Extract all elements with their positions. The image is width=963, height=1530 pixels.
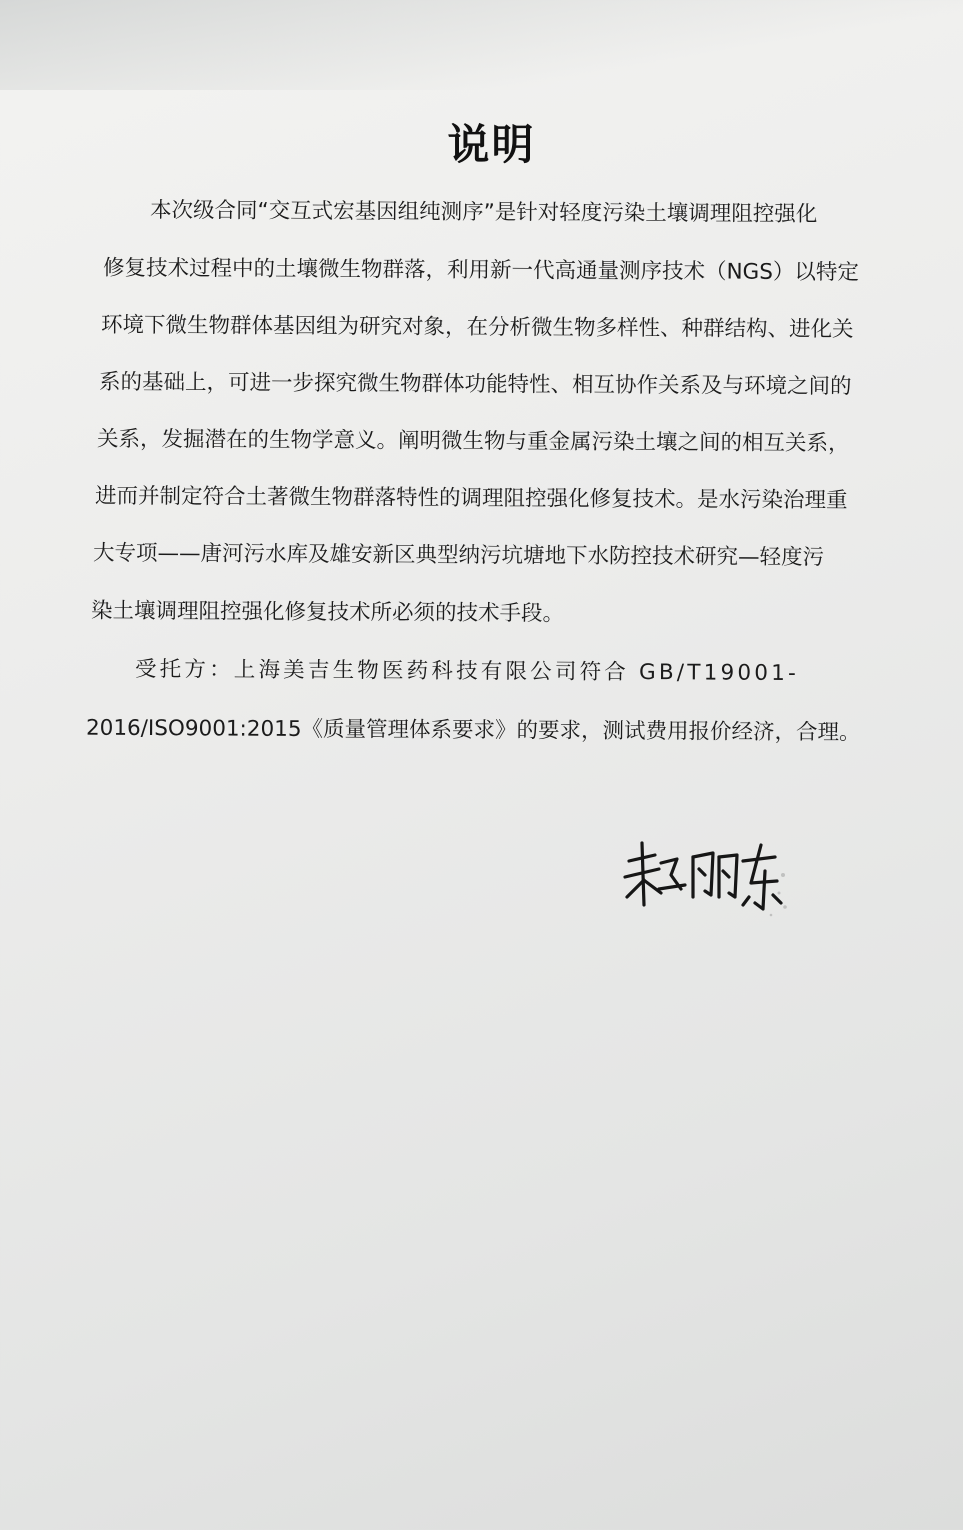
- paragraph1-line: 系的基础上，可进一步探究微生物群体功能特性、相互协作关系及与环境之间的: [98, 369, 852, 400]
- paragraph2-line: 2016/ISO9001:2015《质量管理体系要求》的要求，测试费用报价经济，合理。: [85, 715, 861, 746]
- paragraph1-line: 进而并制定符合土著微生物群落特性的调理阻控强化修复技术。是水污染治理重: [94, 483, 848, 514]
- handwritten-signature: [615, 835, 790, 925]
- paragraph1-line: 大专项——唐河污水库及雄安新区典型纳污坑塘地下水防控技术研究—轻度污: [92, 540, 825, 571]
- document-title: 说明: [447, 120, 536, 169]
- paragraph1-line: 环境下微生物群体基因组为研究对象，在分析微生物多样性、种群结构、进化关: [100, 312, 854, 343]
- paragraph1-line: 本次级合同“交互式宏基因组纯测序”是针对轻度污染土壤调理阻控强化: [149, 197, 818, 228]
- paragraph1-line: 修复技术过程中的土壤微生物群落，利用新一代高通量测序技术（NGS）以特定: [102, 255, 859, 286]
- paragraph1-line: 关系，发掘潜在的生物学意义。阐明微生物与重金属污染土壤之间的相互关系，: [96, 426, 850, 457]
- paragraph1-line: 染土壤调理阻控强化修复技术所必须的技术手段。: [90, 598, 565, 627]
- paragraph2-line: 受托方：上海美吉生物医药科技有限公司符合 GB/T19001-: [134, 656, 800, 687]
